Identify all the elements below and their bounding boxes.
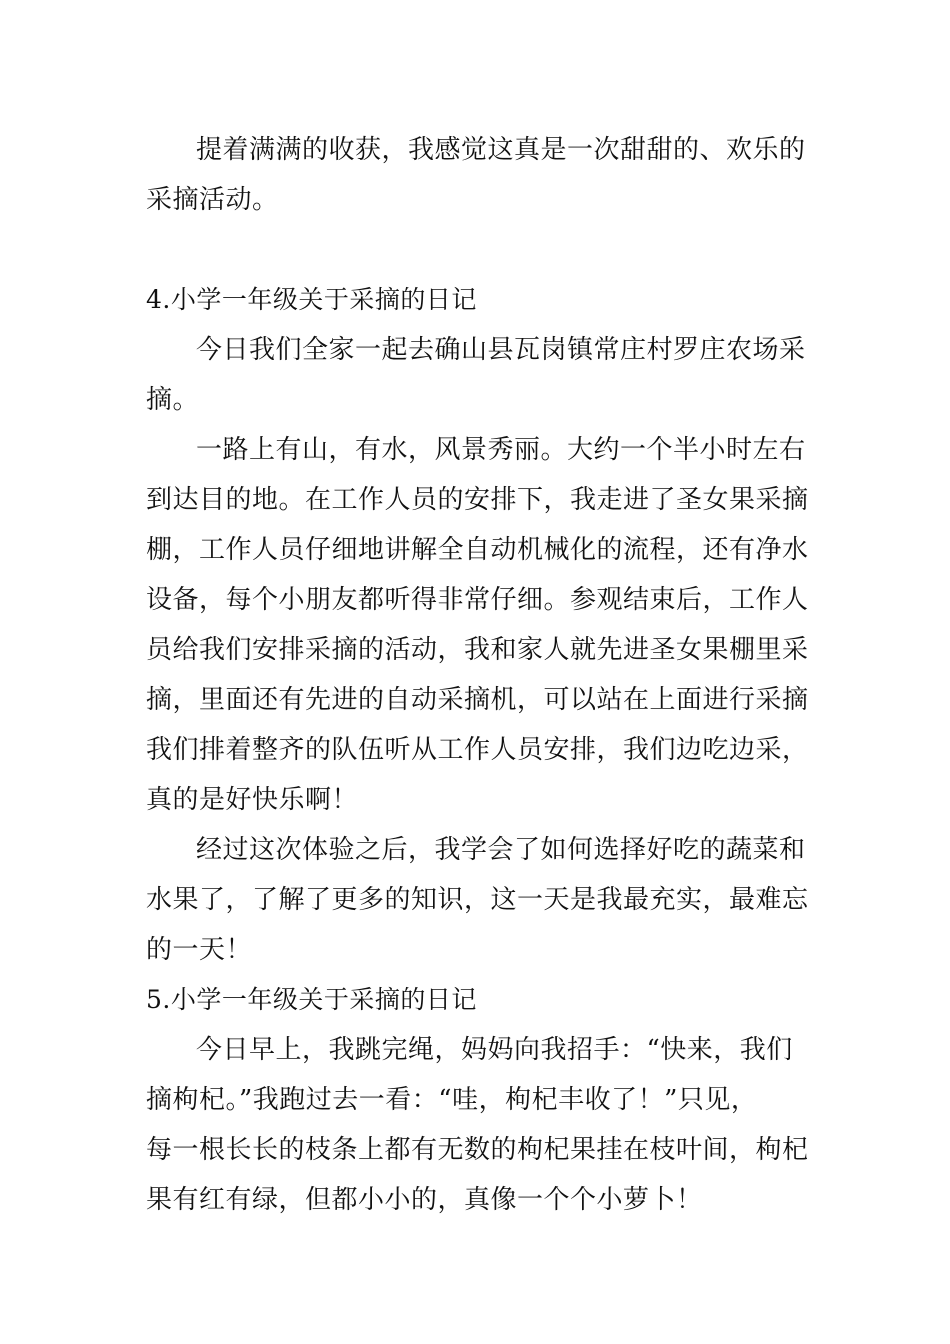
paragraph-line: 今日我们全家一起去确山县瓦岗镇常庄村罗庄农场采 (196, 335, 806, 365)
paragraph-line: 水果了，了解了更多的知识，这一天是我最充实，最难忘 (146, 885, 809, 915)
paragraph-line: 我们排着整齐的队伍听从工作人员安排，我们边吃边采， (146, 735, 809, 765)
paragraph-line: 摘，里面还有先进的自动采摘机，可以站在上面进行采摘 (146, 685, 809, 715)
paragraph-line: 提着满满的收获，我感觉这真是一次甜甜的、欢乐的 (196, 135, 806, 165)
paragraph-line: 真的是好快乐啊！ (146, 785, 359, 815)
paragraph-line: 到达目的地。在工作人员的安排下，我走进了圣女果采摘 (146, 485, 809, 515)
paragraph-line: 设备，每个小朋友都听得非常仔细。参观结束后，工作人 (146, 585, 809, 615)
paragraph-line: 果有红有绿，但都小小的，真像一个个小萝卜！ (146, 1185, 703, 1215)
paragraph-line: 棚，工作人员仔细地讲解全自动机械化的流程，还有净水 (146, 535, 809, 565)
section-heading-5: 5.小学一年级关于采摘的日记 (146, 985, 477, 1014)
paragraph-line: 摘枸杞。”我跑过去一看：“哇，枸杞丰收了！”只见， (146, 1085, 758, 1115)
paragraph-line: 采摘活动。 (146, 185, 279, 215)
paragraph-line: 摘。 (146, 385, 200, 415)
paragraph-line: 每一根长长的枝条上都有无数的枸杞果挂在枝叶间，枸杞 (146, 1135, 809, 1165)
paragraph-line: 员给我们安排采摘的活动，我和家人就先进圣女果棚里采 (146, 635, 809, 665)
paragraph-line: 的一天！ (146, 935, 253, 965)
section-heading-4: 4.小学一年级关于采摘的日记 (146, 285, 477, 314)
paragraph-line: 经过这次体验之后，我学会了如何选择好吃的蔬菜和 (196, 835, 806, 865)
paragraph-line: 一路上有山，有水，风景秀丽。大约一个半小时左右 (196, 435, 806, 465)
paragraph-line: 今日早上，我跳完绳，妈妈向我招手：“快来，我们 (196, 1035, 793, 1065)
